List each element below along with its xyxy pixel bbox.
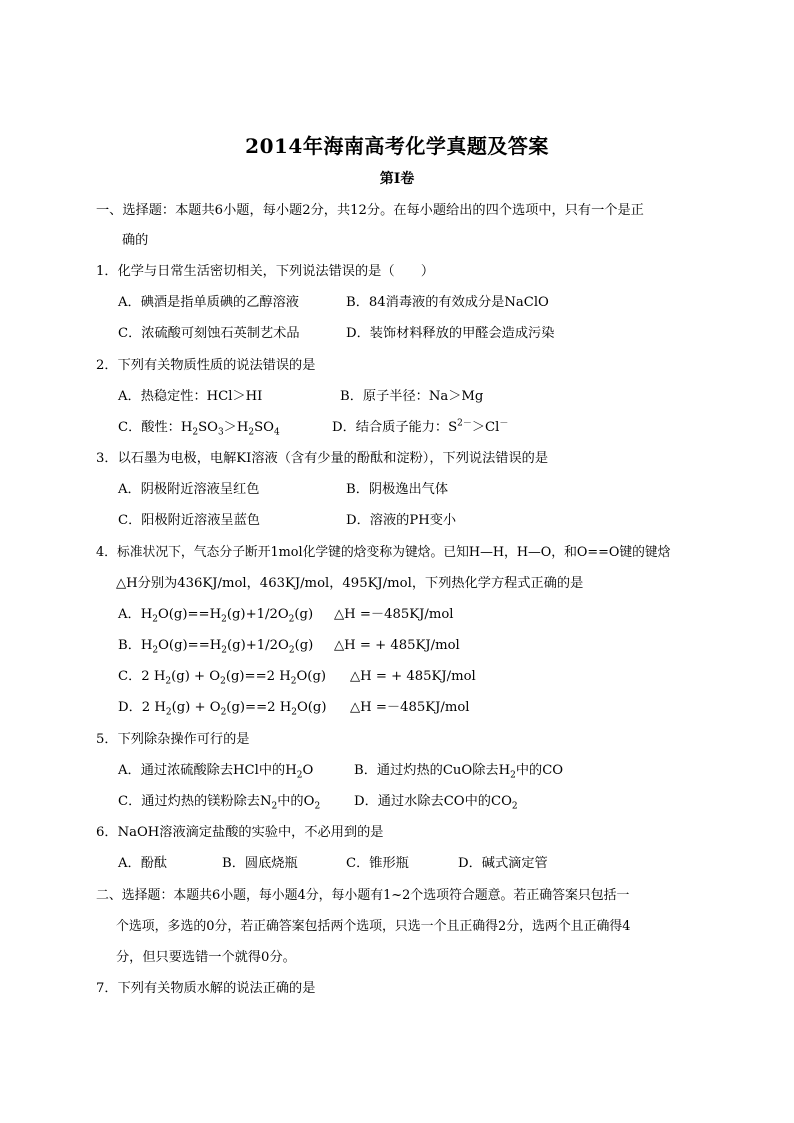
q2-option-b: B．原子半径：Na＞Mg [340,389,484,404]
q5-stem: 5．下列除杂操作可行的是 [96,732,250,747]
q3-option-a: A．阴极附近溶液呈红色 [118,482,260,497]
q2-option-d: D．结合质子能力：$S^{2-}>Cl^-$ [332,418,509,435]
q4-stem-line1: 4．标准状况下，气态分子断开1mol化学键的焓变称为键焓。已知H—H，H—O，和O==O键的键焓 [96,545,671,560]
q5-option-d: D．通过水除去CO中的$CO_2$ [354,794,518,812]
q7-stem: 7．下列有关物质水解的说法正确的是 [96,981,316,996]
q4-option-a-equation: A．$H_2O(g)==H_2(g)+1/2O_2(g)$ [118,607,314,625]
q2-option-c: C．酸性：$H_2SO_3>H_2SO_4$ [118,420,280,438]
q3-option-d: D．溶液的PH变小 [346,513,457,528]
section2-instructions-line2: 个选项，多选的0分，若正确答案包括两个选项，只选一个且正确得2分，选两个且正确得4 [116,919,631,934]
q2-stem: 2．下列有关物质性质的说法错误的是 [96,358,316,373]
page-title: 2014年海南高考化学真题及答案 [245,134,549,158]
q1-option-d: D．装饰材料释放的甲醛会造成污染 [346,326,555,341]
q4-option-d-enthalpy: △H =－485KJ/mol [350,700,470,715]
q1-option-b: B．84消毒液的有效成分是NaClO [346,295,549,310]
section2-instructions-line3: 分，但只要选错一个就得0分。 [116,950,296,965]
q6-option-b: B．圆底烧瓶 [222,856,298,871]
q6-option-d: D．碱式滴定管 [458,856,548,871]
q3-option-b: B．阴极逸出气体 [346,482,449,497]
q5-option-a: A．通过浓硫酸除去HCl中的$H_2O$ [118,763,314,781]
section1-instructions-line2: 确的 [122,233,149,248]
q6-stem: 6．NaOH溶液滴定盐酸的实验中，不必用到的是 [96,825,384,840]
q3-option-c: C．阳极附近溶液呈蓝色 [118,513,260,528]
volume-heading: 第Ⅰ卷 [379,171,415,187]
q4-option-b-equation: B．$H_2O(g)==H_2(g)+1/2O_2(g)$ [118,638,314,656]
q1-stem: 1．化学与日常生活密切相关，下列说法错误的是（ ） [96,264,435,279]
q6-option-c: C．锥形瓶 [346,856,409,871]
q4-option-d-equation: D．2 $H_2(g) + O_2(g)==2$ $H_2O(g)$ [118,700,327,718]
q1-option-c: C．浓硫酸可刻蚀石英制艺术品 [118,326,300,341]
q4-option-b-enthalpy: △H = + 485KJ/mol [334,638,460,653]
q4-stem-line2: △H分别为436KJ/mol，463KJ/mol，495KJ/mol，下列热化学方程式正确的是 [116,576,584,591]
q4-option-c-equation: C．2 $H_2(g) + O_2(g)==2$ $H_2O(g)$ [118,669,327,687]
q6-option-a: A．酚酞 [118,856,168,871]
q4-option-a-enthalpy: △H =－485KJ/mol [334,607,454,622]
q1-option-a: A．碘酒是指单质碘的乙醇溶液 [118,295,299,310]
q5-option-c: C．通过灼热的镁粉除去$N_2$中的$O_2$ [118,794,321,812]
q3-stem: 3．以石墨为电极，电解KI溶液（含有少量的酚酞和淀粉），下列说法错误的是 [96,451,549,466]
q5-option-b: B．通过灼热的CuO除去$H_2$中的CO [354,763,564,781]
q2-option-a: A．热稳定性：HCl＞HI [118,389,263,404]
q4-option-c-enthalpy: △H = + 485KJ/mol [350,669,476,684]
section1-instructions-line1: 一、选择题：本题共6小题，每小题2分，共12分。在每小题给出的四个选项中，只有一个是正 [96,203,644,218]
section2-instructions-line1: 二、选择题：本题共6小题，每小题4分，每小题有1~2个选项符合题意。若正确答案只包括一 [96,888,630,903]
